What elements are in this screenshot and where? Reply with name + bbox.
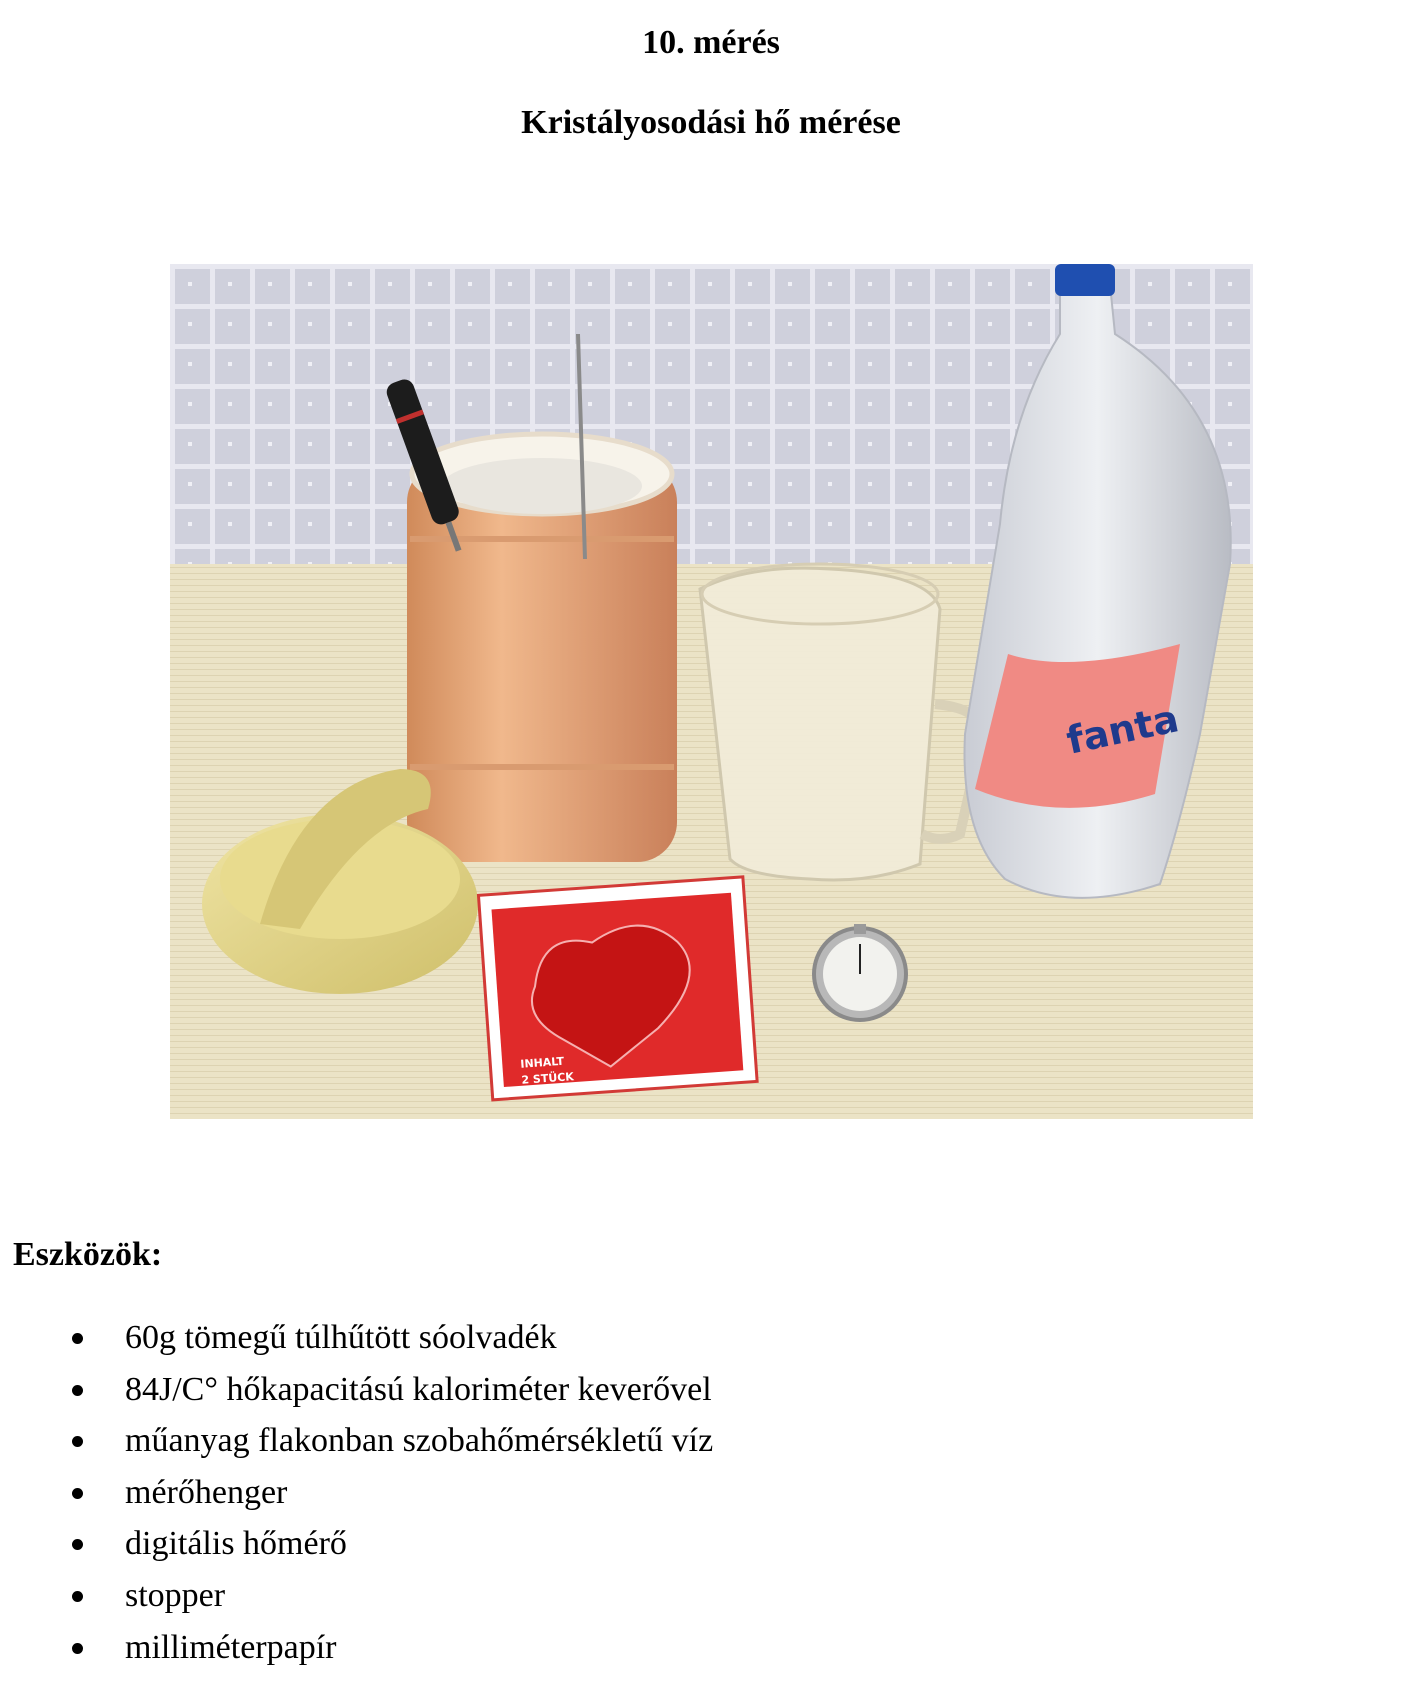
bullet-icon bbox=[72, 1436, 83, 1447]
box-label-line2: 2 STÜCK bbox=[521, 1070, 575, 1087]
box-label-line1: INHALT bbox=[519, 1054, 565, 1071]
equipment-photo bbox=[170, 264, 1253, 1119]
measurement-number-title: 10. mérés bbox=[642, 24, 780, 61]
bullet-icon bbox=[72, 1591, 83, 1602]
tools-list bbox=[0, 1312, 713, 1673]
list-item: stopper bbox=[0, 1570, 713, 1622]
list-item: 60g tömegű túlhűtött sóolvadék bbox=[0, 1312, 713, 1364]
page-title: Kristályosodási hő mérése bbox=[521, 104, 901, 141]
list-item: 84J/C° hőkapacitású kaloriméter keverővel bbox=[0, 1364, 713, 1416]
bottle-label-text: fanta bbox=[1062, 696, 1183, 763]
list-item: mérőhenger bbox=[0, 1467, 713, 1519]
tools-heading: Eszközök: bbox=[13, 1236, 163, 1273]
bullet-icon bbox=[72, 1385, 83, 1396]
bullet-icon bbox=[72, 1333, 83, 1344]
list-item: milliméterpapír bbox=[0, 1622, 713, 1674]
list-item: digitális hőmérő bbox=[0, 1518, 713, 1570]
bullet-icon bbox=[72, 1488, 83, 1499]
list-item: műanyag flakonban szobahőmérsékletű víz bbox=[0, 1415, 713, 1467]
bullet-icon bbox=[72, 1643, 83, 1654]
bullet-icon bbox=[72, 1539, 83, 1550]
